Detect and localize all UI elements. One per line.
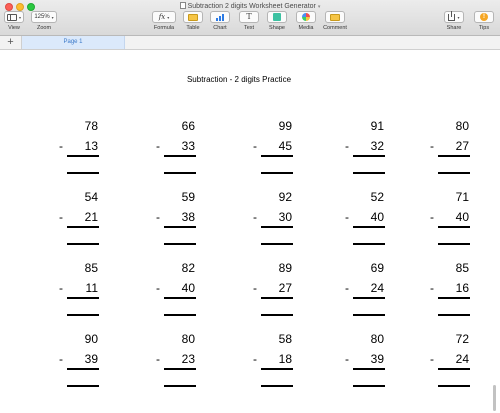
tab-page-1[interactable]: Page 1 xyxy=(22,36,125,49)
subtraction-problem xyxy=(59,332,119,392)
answer-rule xyxy=(67,368,99,370)
subtrahend: 39 xyxy=(370,352,384,366)
minuend: 89 xyxy=(278,261,292,275)
subtrahend: 40 xyxy=(181,281,195,295)
subtraction-problem xyxy=(345,119,405,179)
chevron-down-icon: ▾ xyxy=(18,14,21,20)
answer-rule xyxy=(164,155,196,157)
answer-rule xyxy=(261,226,293,228)
answer-blank xyxy=(353,385,385,387)
subtrahend: 11 xyxy=(85,281,98,295)
subtraction-problem xyxy=(156,190,216,250)
answer-rule xyxy=(164,297,196,299)
chart-icon xyxy=(216,14,224,21)
minuend: 90 xyxy=(84,332,98,346)
answer-blank xyxy=(67,314,99,316)
minuend: 59 xyxy=(181,190,195,204)
formula-label: Formula xyxy=(153,25,175,31)
answer-rule xyxy=(438,226,470,228)
comment-icon xyxy=(330,14,340,21)
answer-rule xyxy=(164,226,196,228)
text-label: Text xyxy=(243,25,255,31)
minus-sign: - xyxy=(253,139,257,153)
text-button[interactable] xyxy=(239,11,259,23)
minus-sign: - xyxy=(59,210,63,224)
subtrahend: 23 xyxy=(181,352,195,366)
zoom-select[interactable] xyxy=(31,11,57,23)
minuend: 52 xyxy=(370,190,384,204)
subtrahend: 32 xyxy=(370,139,384,153)
minuend: 69 xyxy=(370,261,384,275)
comment-label: Comment xyxy=(323,25,347,31)
minus-sign: - xyxy=(253,281,257,295)
minus-sign: - xyxy=(345,281,349,295)
subtrahend: 30 xyxy=(278,210,292,224)
answer-blank xyxy=(164,314,196,316)
page-title: Subtraction - 2 digits Practice xyxy=(186,75,292,84)
subtrahend: 33 xyxy=(181,139,195,153)
subtraction-problem xyxy=(59,261,119,321)
media-label: Media xyxy=(298,25,314,31)
tips-icon: ! xyxy=(480,13,488,21)
tips-label: Tips xyxy=(478,25,490,31)
shape-icon xyxy=(273,13,281,21)
formula-tool[interactable] xyxy=(152,11,176,32)
table-label: Table xyxy=(186,25,200,31)
answer-blank xyxy=(261,385,293,387)
chart-label: Chart xyxy=(213,25,227,31)
answer-rule xyxy=(353,297,385,299)
subtraction-problem xyxy=(253,190,313,250)
minus-sign: - xyxy=(345,352,349,366)
formula-button[interactable] xyxy=(152,11,176,23)
subtraction-problem xyxy=(253,332,313,392)
answer-blank xyxy=(261,314,293,316)
answer-rule xyxy=(261,297,293,299)
answer-rule xyxy=(261,155,293,157)
subtraction-problem xyxy=(156,261,216,321)
zoom-tool[interactable] xyxy=(31,11,57,32)
subtraction-problem xyxy=(345,190,405,250)
minuend: 78 xyxy=(84,119,98,133)
view-tool[interactable] xyxy=(4,11,24,32)
subtrahend: 13 xyxy=(84,139,98,153)
sidebar-icon xyxy=(7,14,17,21)
share-tool[interactable] xyxy=(444,11,464,32)
subtraction-problem xyxy=(345,332,405,392)
minuend: 72 xyxy=(455,332,469,346)
tips-button[interactable] xyxy=(474,11,494,23)
share-label: Share xyxy=(446,25,462,31)
window-title-text: Subtraction 2 digits Worksheet Generator xyxy=(187,3,316,10)
answer-rule xyxy=(353,368,385,370)
answer-blank xyxy=(261,243,293,245)
subtrahend: 18 xyxy=(278,352,292,366)
subtrahend: 38 xyxy=(181,210,195,224)
shape-label: Shape xyxy=(269,25,285,31)
answer-rule xyxy=(164,368,196,370)
add-sheet-button[interactable]: + xyxy=(0,36,22,49)
subtraction-problem xyxy=(430,119,490,179)
answer-rule xyxy=(67,226,99,228)
minuend: 80 xyxy=(370,332,384,346)
minus-sign: - xyxy=(345,210,349,224)
minus-sign: - xyxy=(59,139,63,153)
text-tool[interactable] xyxy=(239,11,259,32)
minus-sign: - xyxy=(430,352,434,366)
subtrahend: 24 xyxy=(455,352,469,366)
chevron-down-icon[interactable]: ▾ xyxy=(317,4,321,10)
answer-rule xyxy=(67,297,99,299)
subtraction-problem xyxy=(253,261,313,321)
subtrahend: 27 xyxy=(455,139,469,153)
minuend: 71 xyxy=(455,190,469,204)
answer-blank xyxy=(438,243,470,245)
answer-blank xyxy=(353,243,385,245)
subtrahend: 21 xyxy=(84,210,98,224)
minus-sign: - xyxy=(156,281,160,295)
comment-tool[interactable] xyxy=(322,11,348,32)
subtraction-problem xyxy=(59,119,119,179)
minuend: 91 xyxy=(370,119,384,133)
answer-blank xyxy=(67,243,99,245)
view-button[interactable] xyxy=(4,11,24,23)
minuend: 80 xyxy=(455,119,469,133)
chevron-down-icon: ▾ xyxy=(457,14,460,20)
answer-blank xyxy=(164,172,196,174)
subtrahend: 39 xyxy=(84,352,98,366)
minuend: 85 xyxy=(455,261,469,275)
minuend: 58 xyxy=(278,332,292,346)
vertical-scrollbar[interactable] xyxy=(493,385,496,411)
answer-blank xyxy=(261,172,293,174)
formula-icon: fx xyxy=(158,13,166,21)
toolbar xyxy=(0,0,500,36)
view-label: View xyxy=(8,25,20,31)
minus-sign: - xyxy=(59,281,63,295)
answer-blank xyxy=(164,385,196,387)
answer-blank xyxy=(438,385,470,387)
chart-button[interactable] xyxy=(210,11,230,23)
shape-tool[interactable] xyxy=(267,11,287,32)
chart-tool[interactable] xyxy=(210,11,230,32)
minuend: 82 xyxy=(181,261,195,275)
subtraction-problem xyxy=(59,190,119,250)
share-icon xyxy=(448,14,455,21)
chevron-down-icon: ▾ xyxy=(51,14,54,20)
minus-sign: - xyxy=(430,139,434,153)
minus-sign: - xyxy=(253,352,257,366)
answer-blank xyxy=(67,172,99,174)
subtrahend: 24 xyxy=(370,281,384,295)
sheet-tab-bar xyxy=(0,36,500,50)
media-icon xyxy=(302,13,310,21)
zoom-label: Zoom xyxy=(36,25,52,31)
chevron-down-icon: ▾ xyxy=(167,14,170,20)
answer-rule xyxy=(67,155,99,157)
subtrahend: 27 xyxy=(278,281,292,295)
answer-blank xyxy=(67,385,99,387)
document-canvas[interactable] xyxy=(0,51,500,413)
shape-button[interactable] xyxy=(267,11,287,23)
comment-button[interactable] xyxy=(325,11,345,23)
subtraction-problem xyxy=(345,261,405,321)
answer-rule xyxy=(438,368,470,370)
subtrahend: 40 xyxy=(455,210,469,224)
answer-rule xyxy=(353,226,385,228)
subtraction-problem xyxy=(156,119,216,179)
minuend: 54 xyxy=(84,190,98,204)
minus-sign: - xyxy=(156,210,160,224)
answer-rule xyxy=(261,368,293,370)
subtraction-problem xyxy=(430,190,490,250)
answer-blank xyxy=(438,172,470,174)
subtrahend: 45 xyxy=(278,139,292,153)
minuend: 66 xyxy=(181,119,195,133)
answer-blank xyxy=(164,243,196,245)
media-tool[interactable] xyxy=(296,11,316,32)
tips-tool[interactable] xyxy=(474,11,494,32)
answer-rule xyxy=(353,155,385,157)
share-button[interactable] xyxy=(444,11,464,23)
minuend: 85 xyxy=(84,261,98,275)
minuend: 99 xyxy=(278,119,292,133)
subtraction-problem xyxy=(430,332,490,392)
minus-sign: - xyxy=(430,281,434,295)
document-icon xyxy=(180,2,186,9)
minus-sign: - xyxy=(156,352,160,366)
answer-rule xyxy=(438,155,470,157)
table-button[interactable] xyxy=(183,11,203,23)
answer-blank xyxy=(438,314,470,316)
minus-sign: - xyxy=(430,210,434,224)
minus-sign: - xyxy=(253,210,257,224)
answer-blank xyxy=(353,314,385,316)
text-icon: T xyxy=(246,12,252,21)
table-tool[interactable] xyxy=(183,11,203,32)
minus-sign: - xyxy=(345,139,349,153)
minus-sign: - xyxy=(59,352,63,366)
minuend: 92 xyxy=(278,190,292,204)
answer-blank xyxy=(353,172,385,174)
subtrahend: 40 xyxy=(370,210,384,224)
subtraction-problem xyxy=(430,261,490,321)
minus-sign: - xyxy=(156,139,160,153)
table-icon xyxy=(188,14,198,21)
media-button[interactable] xyxy=(296,11,316,23)
answer-rule xyxy=(438,297,470,299)
zoom-value: 125% xyxy=(34,14,50,20)
subtrahend: 16 xyxy=(455,281,469,295)
subtraction-problem xyxy=(253,119,313,179)
minuend: 80 xyxy=(181,332,195,346)
subtraction-problem xyxy=(156,332,216,392)
